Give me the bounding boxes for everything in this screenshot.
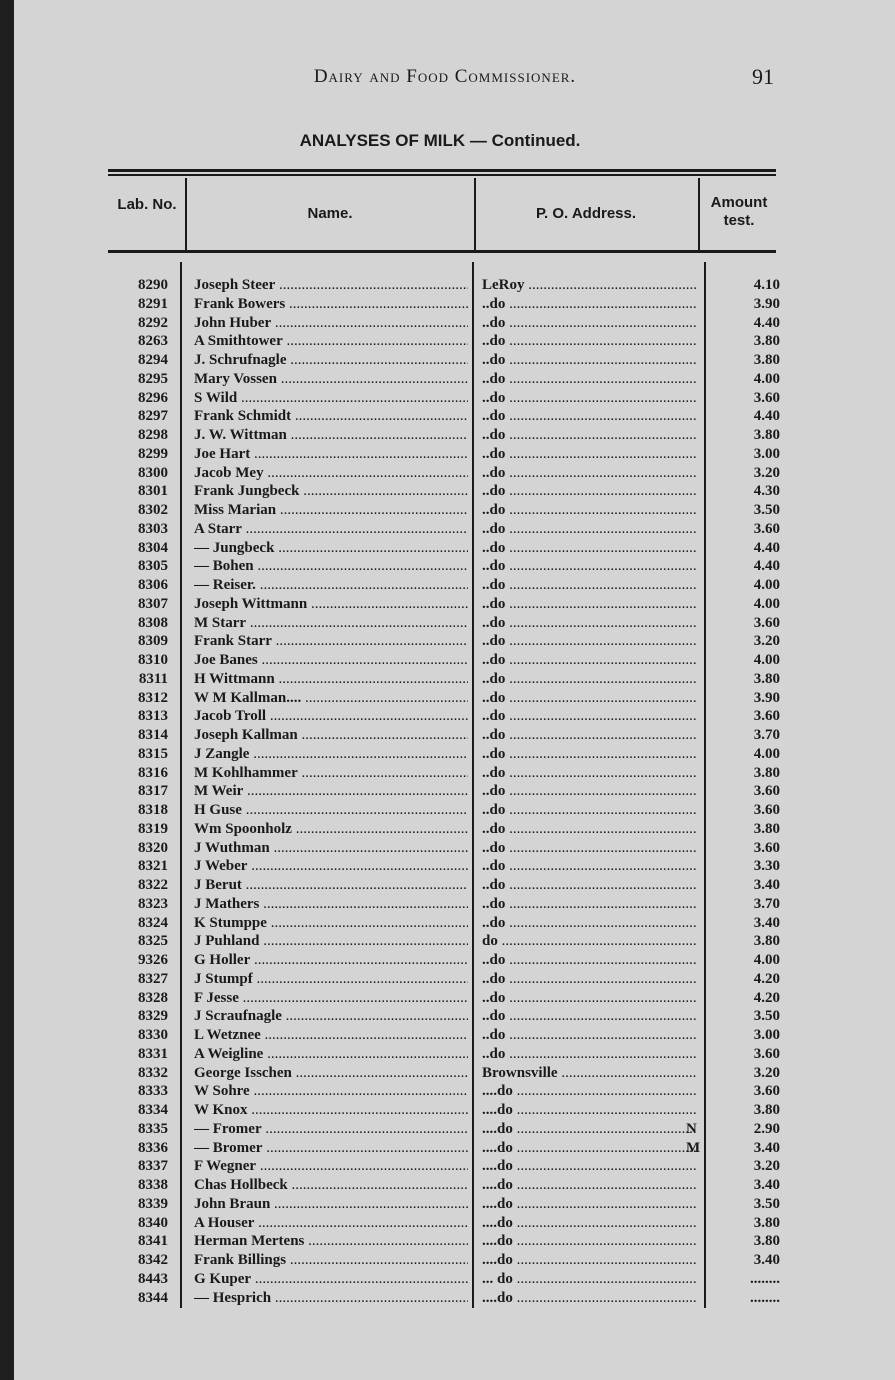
table-row bbox=[0, 332, 895, 351]
amount-cell: 3.60 bbox=[753, 783, 780, 800]
lab-number: 8443 bbox=[138, 1270, 168, 1287]
amount-cell: ........ bbox=[750, 1289, 780, 1306]
lab-number: 8299 bbox=[138, 445, 168, 462]
address-cell: ..do ..... bbox=[482, 314, 696, 332]
header-amount: Amount test. bbox=[710, 194, 768, 229]
lab-number: 8329 bbox=[138, 1008, 168, 1025]
table-title: ANALYSES OF MILK — Continued. bbox=[299, 131, 581, 150]
address-cell: ..do ..... bbox=[482, 520, 696, 538]
table-row bbox=[0, 1176, 895, 1195]
table-row bbox=[0, 595, 895, 614]
table-row bbox=[0, 951, 895, 970]
address-cell: ..do ..... bbox=[482, 464, 696, 482]
lab-number: 8315 bbox=[138, 745, 168, 762]
table-row bbox=[0, 914, 895, 933]
table-row bbox=[0, 1195, 895, 1214]
lab-number: 8310 bbox=[138, 652, 168, 668]
address-cell: ..do ..... bbox=[482, 857, 696, 875]
address-cell: ....do ..... bbox=[482, 1195, 696, 1213]
header-address: P. O. Address. bbox=[535, 205, 637, 222]
lab-number: 8312 bbox=[138, 689, 168, 706]
amount-cell: 4.40 bbox=[753, 558, 780, 575]
name-cell: Frank Billings ..... bbox=[194, 1251, 468, 1269]
amount-cell: 3.70 bbox=[753, 895, 780, 912]
lab-number: 8313 bbox=[138, 708, 168, 725]
name-cell: George Isschen ..... bbox=[194, 1064, 468, 1082]
lab-number: 8300 bbox=[138, 464, 168, 481]
address-cell: ....do ..... bbox=[482, 1157, 696, 1175]
table-row bbox=[0, 1232, 895, 1251]
lab-number: 8295 bbox=[138, 370, 168, 387]
name-cell: — Bromer ..... bbox=[194, 1139, 468, 1157]
address-cell: ..do ..... bbox=[482, 407, 696, 425]
header-name: Name. bbox=[307, 205, 353, 222]
address-cell: ..do ..... bbox=[482, 482, 696, 500]
address-cell: ....do ..... bbox=[482, 1176, 696, 1194]
table-row bbox=[0, 707, 895, 726]
address-cell: ..do ..... bbox=[482, 557, 696, 575]
amount-cell: 3.40 bbox=[753, 914, 780, 931]
name-cell: Frank Bowers ..... bbox=[194, 295, 468, 313]
amount-cell: 3.20 bbox=[753, 464, 780, 481]
name-cell: M Starr ..... bbox=[194, 614, 468, 632]
table-row bbox=[0, 1082, 895, 1101]
table-row bbox=[0, 989, 895, 1008]
name-cell: K Stumppe ..... bbox=[194, 914, 468, 932]
address-cell: ..do ..... bbox=[482, 801, 696, 819]
table-row bbox=[0, 839, 895, 858]
lab-number: 8317 bbox=[138, 783, 168, 800]
name-cell: G Kuper ..... bbox=[194, 1270, 468, 1288]
name-cell: J Puhland ..... bbox=[194, 932, 468, 950]
address-cell: ..do ..... bbox=[482, 632, 696, 650]
table-row bbox=[0, 520, 895, 539]
address-cell: ..do ..... bbox=[482, 707, 696, 725]
table-row bbox=[0, 1120, 895, 1139]
name-cell: J Berut ..... bbox=[194, 876, 468, 894]
amount-cell: 3.80 bbox=[753, 1102, 780, 1118]
amount-cell: 3.80 bbox=[753, 933, 780, 950]
amount-cell: 4.00 bbox=[753, 652, 780, 668]
table-row bbox=[0, 932, 895, 951]
address-cell: ..do ..... bbox=[482, 689, 696, 707]
page-number: 91 bbox=[752, 64, 774, 89]
name-cell: J Mathers ..... bbox=[194, 895, 468, 913]
table-row bbox=[0, 689, 895, 708]
name-cell: J Zangle ..... bbox=[194, 745, 468, 763]
amount-cell: 3.20 bbox=[753, 633, 780, 650]
address-cell: LeRoy ..... bbox=[482, 276, 696, 294]
amount-cell: 3.40 bbox=[753, 1177, 780, 1193]
amount-cell: 3.30 bbox=[753, 858, 780, 875]
name-cell: Joseph Kallman ..... bbox=[194, 726, 468, 744]
address-cell: ..do ..... bbox=[482, 539, 696, 557]
amount-cell: 3.80 bbox=[753, 352, 780, 368]
table-row bbox=[0, 857, 895, 876]
amount-cell: 3.40 bbox=[753, 1139, 780, 1156]
name-cell: Joseph Wittmann ..... bbox=[194, 595, 468, 613]
name-cell: J. W. Wittman ..... bbox=[194, 426, 468, 444]
name-cell: J Scraufnagle ..... bbox=[194, 1007, 468, 1025]
table-row bbox=[0, 745, 895, 764]
address-cell: ....do ..... bbox=[482, 1082, 696, 1100]
address-cell: ..do ..... bbox=[482, 1026, 696, 1044]
lab-number: 8322 bbox=[138, 877, 168, 893]
table-row bbox=[0, 314, 895, 333]
name-cell: A Weigline ..... bbox=[194, 1045, 468, 1063]
lab-number: 8337 bbox=[138, 1158, 168, 1175]
amount-cell: 3.60 bbox=[753, 839, 780, 856]
amount-cell: 3.80 bbox=[753, 764, 780, 781]
table-row bbox=[0, 1139, 895, 1158]
name-cell: M Weir ..... bbox=[194, 782, 468, 800]
name-cell: — Jungbeck ..... bbox=[194, 539, 468, 557]
lab-number: 8336 bbox=[138, 1139, 168, 1156]
table-row bbox=[0, 782, 895, 801]
address-cell: ....do ..... bbox=[482, 1289, 696, 1307]
name-cell: L Wetznee ..... bbox=[194, 1026, 468, 1044]
lab-number: 8303 bbox=[138, 520, 168, 537]
name-cell: J Wuthman ..... bbox=[194, 839, 468, 857]
amount-cell: 4.20 bbox=[753, 970, 780, 987]
name-cell: John Braun ..... bbox=[194, 1195, 468, 1213]
table-row bbox=[0, 764, 895, 783]
table-row bbox=[0, 1026, 895, 1045]
lab-number: 8314 bbox=[138, 727, 168, 743]
row-mark: N bbox=[686, 1120, 697, 1137]
amount-cell: 3.50 bbox=[753, 1195, 780, 1212]
amount-cell: 3.60 bbox=[753, 1083, 780, 1100]
lab-number: 8263 bbox=[138, 333, 168, 350]
amount-cell: 3.40 bbox=[753, 877, 780, 893]
table-row bbox=[0, 1251, 895, 1270]
lab-number: 8316 bbox=[138, 764, 168, 781]
table-row bbox=[0, 1101, 895, 1120]
lab-number: 8330 bbox=[138, 1027, 168, 1043]
table-row bbox=[0, 1289, 895, 1308]
lab-number: 8290 bbox=[138, 277, 168, 293]
amount-cell: 3.60 bbox=[753, 708, 780, 725]
table-row bbox=[0, 351, 895, 370]
name-cell: Joseph Steer ..... bbox=[194, 276, 468, 294]
lab-number: 8334 bbox=[138, 1102, 168, 1118]
lab-number: 8305 bbox=[138, 558, 168, 575]
amount-cell: 4.40 bbox=[753, 539, 780, 556]
name-cell: Chas Hollbeck ..... bbox=[194, 1176, 468, 1194]
name-cell: — Fromer ..... bbox=[194, 1120, 468, 1138]
table-row bbox=[0, 651, 895, 670]
address-cell: ..do ..... bbox=[482, 1045, 696, 1063]
lab-number: 8302 bbox=[138, 502, 168, 518]
table-row bbox=[0, 426, 895, 445]
address-cell: ..do ..... bbox=[482, 745, 696, 763]
name-cell: J Stumpf ..... bbox=[194, 970, 468, 988]
address-cell: ..do ..... bbox=[482, 782, 696, 800]
address-cell: ..do ..... bbox=[482, 839, 696, 857]
table-row bbox=[0, 464, 895, 483]
name-cell: Herman Mertens ..... bbox=[194, 1232, 468, 1250]
lab-number: 8304 bbox=[138, 539, 168, 556]
name-cell: F Wegner ..... bbox=[194, 1157, 468, 1175]
name-cell: — Bohen ..... bbox=[194, 557, 468, 575]
lab-number: 8327 bbox=[138, 970, 168, 987]
name-cell: Miss Marian ..... bbox=[194, 501, 468, 519]
amount-cell: 4.30 bbox=[753, 483, 780, 500]
address-cell: ..do ..... bbox=[482, 389, 696, 407]
table-row bbox=[0, 539, 895, 558]
table-row bbox=[0, 557, 895, 576]
amount-cell: 3.20 bbox=[753, 1158, 780, 1175]
lab-number: 8297 bbox=[138, 408, 168, 425]
lab-number: 8339 bbox=[138, 1195, 168, 1212]
lab-number: 8331 bbox=[138, 1045, 168, 1062]
table-row bbox=[0, 407, 895, 426]
amount-cell: ........ bbox=[750, 1270, 780, 1287]
amount-cell: 3.50 bbox=[753, 1008, 780, 1025]
lab-number: 8320 bbox=[138, 839, 168, 856]
table-row bbox=[0, 445, 895, 464]
row-mark: M bbox=[686, 1139, 701, 1156]
amount-cell: 3.80 bbox=[753, 820, 780, 837]
lab-number: 8319 bbox=[138, 820, 168, 837]
table-row bbox=[0, 1064, 895, 1083]
name-cell: F Jesse ..... bbox=[194, 989, 468, 1007]
name-cell: Mary Vossen ..... bbox=[194, 370, 468, 388]
amount-cell: 3.60 bbox=[753, 802, 780, 818]
lab-number: 8309 bbox=[138, 633, 168, 650]
amount-cell: 3.80 bbox=[753, 427, 780, 443]
name-cell: H Guse ..... bbox=[194, 801, 468, 819]
table-row bbox=[0, 276, 895, 295]
amount-cell: 3.70 bbox=[753, 727, 780, 743]
name-cell: Frank Jungbeck ..... bbox=[194, 482, 468, 500]
running-title: Dairy and Food Commissioner. bbox=[313, 66, 577, 87]
table-row bbox=[0, 1214, 895, 1233]
address-cell: ....do ..... bbox=[482, 1101, 696, 1119]
lab-number: 8332 bbox=[138, 1064, 168, 1081]
address-cell: ....do ..... bbox=[482, 1251, 696, 1269]
table-row bbox=[0, 820, 895, 839]
lab-number: 8321 bbox=[138, 858, 168, 875]
amount-cell: 4.00 bbox=[753, 952, 780, 968]
address-cell: ..do ..... bbox=[482, 970, 696, 988]
lab-number: 8307 bbox=[138, 595, 168, 612]
lab-number: 8344 bbox=[138, 1289, 168, 1306]
lab-number: 8324 bbox=[138, 914, 168, 931]
amount-cell: 3.60 bbox=[753, 520, 780, 537]
amount-cell: 4.00 bbox=[753, 370, 780, 387]
name-cell: Jacob Mey ..... bbox=[194, 464, 468, 482]
address-cell: ..do ..... bbox=[482, 351, 696, 369]
address-cell: ..do ..... bbox=[482, 651, 696, 669]
table-row bbox=[0, 482, 895, 501]
top-rule-thin bbox=[108, 174, 776, 176]
address-cell: ..do ..... bbox=[482, 332, 696, 350]
table-row bbox=[0, 895, 895, 914]
address-cell: ..do ..... bbox=[482, 895, 696, 913]
address-cell: ..do ..... bbox=[482, 820, 696, 838]
header-lab-no: Lab. No. bbox=[117, 196, 177, 213]
address-cell: ..do ..... bbox=[482, 445, 696, 463]
amount-cell: 3.00 bbox=[753, 1027, 780, 1043]
amount-cell: 3.60 bbox=[753, 1045, 780, 1062]
table-row bbox=[0, 1045, 895, 1064]
amount-cell: 3.60 bbox=[753, 614, 780, 631]
name-cell: W M Kallman.... ..... bbox=[194, 689, 468, 707]
amount-cell: 3.00 bbox=[753, 445, 780, 462]
amount-cell: 3.40 bbox=[753, 1252, 780, 1268]
table-row bbox=[0, 670, 895, 689]
table-row bbox=[0, 295, 895, 314]
lab-number: 8340 bbox=[138, 1214, 168, 1231]
name-cell: H Wittmann ..... bbox=[194, 670, 468, 688]
address-cell: ..do ..... bbox=[482, 914, 696, 932]
name-cell: A Starr ..... bbox=[194, 520, 468, 538]
lab-number: 9326 bbox=[138, 952, 168, 968]
address-cell: ..do ..... bbox=[482, 370, 696, 388]
lab-number: 8306 bbox=[138, 577, 168, 593]
address-cell: ....do ..... bbox=[482, 1232, 696, 1250]
lab-number: 8342 bbox=[138, 1252, 168, 1268]
amount-cell: 3.50 bbox=[753, 502, 780, 518]
address-cell: ....do ..... bbox=[482, 1214, 696, 1232]
name-cell: S Wild ..... bbox=[194, 389, 468, 407]
table-row bbox=[0, 501, 895, 520]
name-cell: J Weber ..... bbox=[194, 857, 468, 875]
amount-cell: 3.20 bbox=[753, 1064, 780, 1081]
table-row bbox=[0, 801, 895, 820]
table-row bbox=[0, 576, 895, 595]
lab-number: 8311 bbox=[138, 670, 168, 687]
amount-cell: 2.90 bbox=[753, 1120, 780, 1137]
table-row bbox=[0, 1270, 895, 1289]
lab-number: 8323 bbox=[138, 895, 168, 912]
table-row bbox=[0, 389, 895, 408]
lab-number: 8318 bbox=[138, 802, 168, 818]
name-cell: — Hesprich ..... bbox=[194, 1289, 468, 1307]
lab-number: 8294 bbox=[138, 352, 168, 368]
address-cell: ..do ..... bbox=[482, 614, 696, 632]
lab-number: 8335 bbox=[138, 1120, 168, 1137]
address-cell: ..do ..... bbox=[482, 989, 696, 1007]
name-cell: J. Schrufnagle ..... bbox=[194, 351, 468, 369]
address-cell: ... do ..... bbox=[482, 1270, 696, 1288]
table-row bbox=[0, 876, 895, 895]
address-cell: ..do ..... bbox=[482, 726, 696, 744]
address-cell: ..do ..... bbox=[482, 501, 696, 519]
amount-cell: 3.90 bbox=[753, 295, 780, 312]
lab-number: 8333 bbox=[138, 1083, 168, 1100]
name-cell: Jacob Troll ..... bbox=[194, 707, 468, 725]
amount-cell: 4.10 bbox=[753, 277, 780, 293]
name-cell: A Houser ..... bbox=[194, 1214, 468, 1232]
name-cell: Joe Banes ..... bbox=[194, 651, 468, 669]
name-cell: Joe Hart ..... bbox=[194, 445, 468, 463]
name-cell: A Smithtower ..... bbox=[194, 332, 468, 350]
address-cell: ..do ..... bbox=[482, 951, 696, 969]
table-row bbox=[0, 726, 895, 745]
address-cell: ..do ..... bbox=[482, 295, 696, 313]
amount-cell: 4.00 bbox=[753, 595, 780, 612]
amount-cell: 4.40 bbox=[753, 408, 780, 425]
address-cell: ..do ..... bbox=[482, 576, 696, 594]
address-cell: Brownsville ..... bbox=[482, 1064, 696, 1082]
table-row bbox=[0, 1007, 895, 1026]
address-cell: ..do ..... bbox=[482, 1007, 696, 1025]
lab-number: 8296 bbox=[138, 389, 168, 406]
lab-number: 8325 bbox=[138, 933, 168, 950]
name-cell: W Knox ..... bbox=[194, 1101, 468, 1119]
name-cell: W Sohre ..... bbox=[194, 1082, 468, 1100]
address-cell: ..do ..... bbox=[482, 595, 696, 613]
amount-cell: 4.40 bbox=[753, 314, 780, 331]
top-rule bbox=[108, 169, 776, 172]
amount-cell: 3.60 bbox=[753, 389, 780, 406]
name-cell: G Holler ..... bbox=[194, 951, 468, 969]
name-cell: Frank Schmidt ..... bbox=[194, 407, 468, 425]
lab-number: 8298 bbox=[138, 427, 168, 443]
lab-number: 8308 bbox=[138, 614, 168, 631]
amount-cell: 3.80 bbox=[753, 1233, 780, 1250]
table-row bbox=[0, 632, 895, 651]
address-cell: ..do ..... bbox=[482, 876, 696, 894]
amount-cell: 3.80 bbox=[753, 670, 780, 687]
address-cell: do ..... bbox=[482, 932, 696, 950]
name-cell: M Kohlhammer ..... bbox=[194, 764, 468, 782]
table-row bbox=[0, 614, 895, 633]
amount-cell: 4.00 bbox=[753, 577, 780, 593]
amount-cell: 3.80 bbox=[753, 1214, 780, 1231]
lab-number: 8341 bbox=[138, 1233, 168, 1250]
amount-cell: 3.90 bbox=[753, 689, 780, 706]
address-cell: ..do ..... bbox=[482, 426, 696, 444]
lab-number: 8291 bbox=[138, 295, 168, 312]
lab-number: 8301 bbox=[138, 483, 168, 500]
amount-cell: 4.00 bbox=[753, 745, 780, 762]
lab-number: 8338 bbox=[138, 1177, 168, 1193]
address-cell: ....do ..... bbox=[482, 1120, 696, 1138]
name-cell: John Huber ..... bbox=[194, 314, 468, 332]
address-cell: ..do ..... bbox=[482, 670, 696, 688]
lab-number: 8328 bbox=[138, 989, 168, 1006]
table-row bbox=[0, 1157, 895, 1176]
address-cell: ..do ..... bbox=[482, 764, 696, 782]
amount-cell: 3.80 bbox=[753, 333, 780, 350]
name-cell: Frank Starr ..... bbox=[194, 632, 468, 650]
lab-number: 8292 bbox=[138, 314, 168, 331]
table-row bbox=[0, 370, 895, 389]
name-cell: Wm Spoonholz ..... bbox=[194, 820, 468, 838]
name-cell: — Reiser. ..... bbox=[194, 576, 468, 594]
table-row bbox=[0, 970, 895, 989]
header-rule bbox=[108, 250, 776, 253]
address-cell: ....do ..... bbox=[482, 1139, 696, 1157]
amount-cell: 4.20 bbox=[753, 989, 780, 1006]
